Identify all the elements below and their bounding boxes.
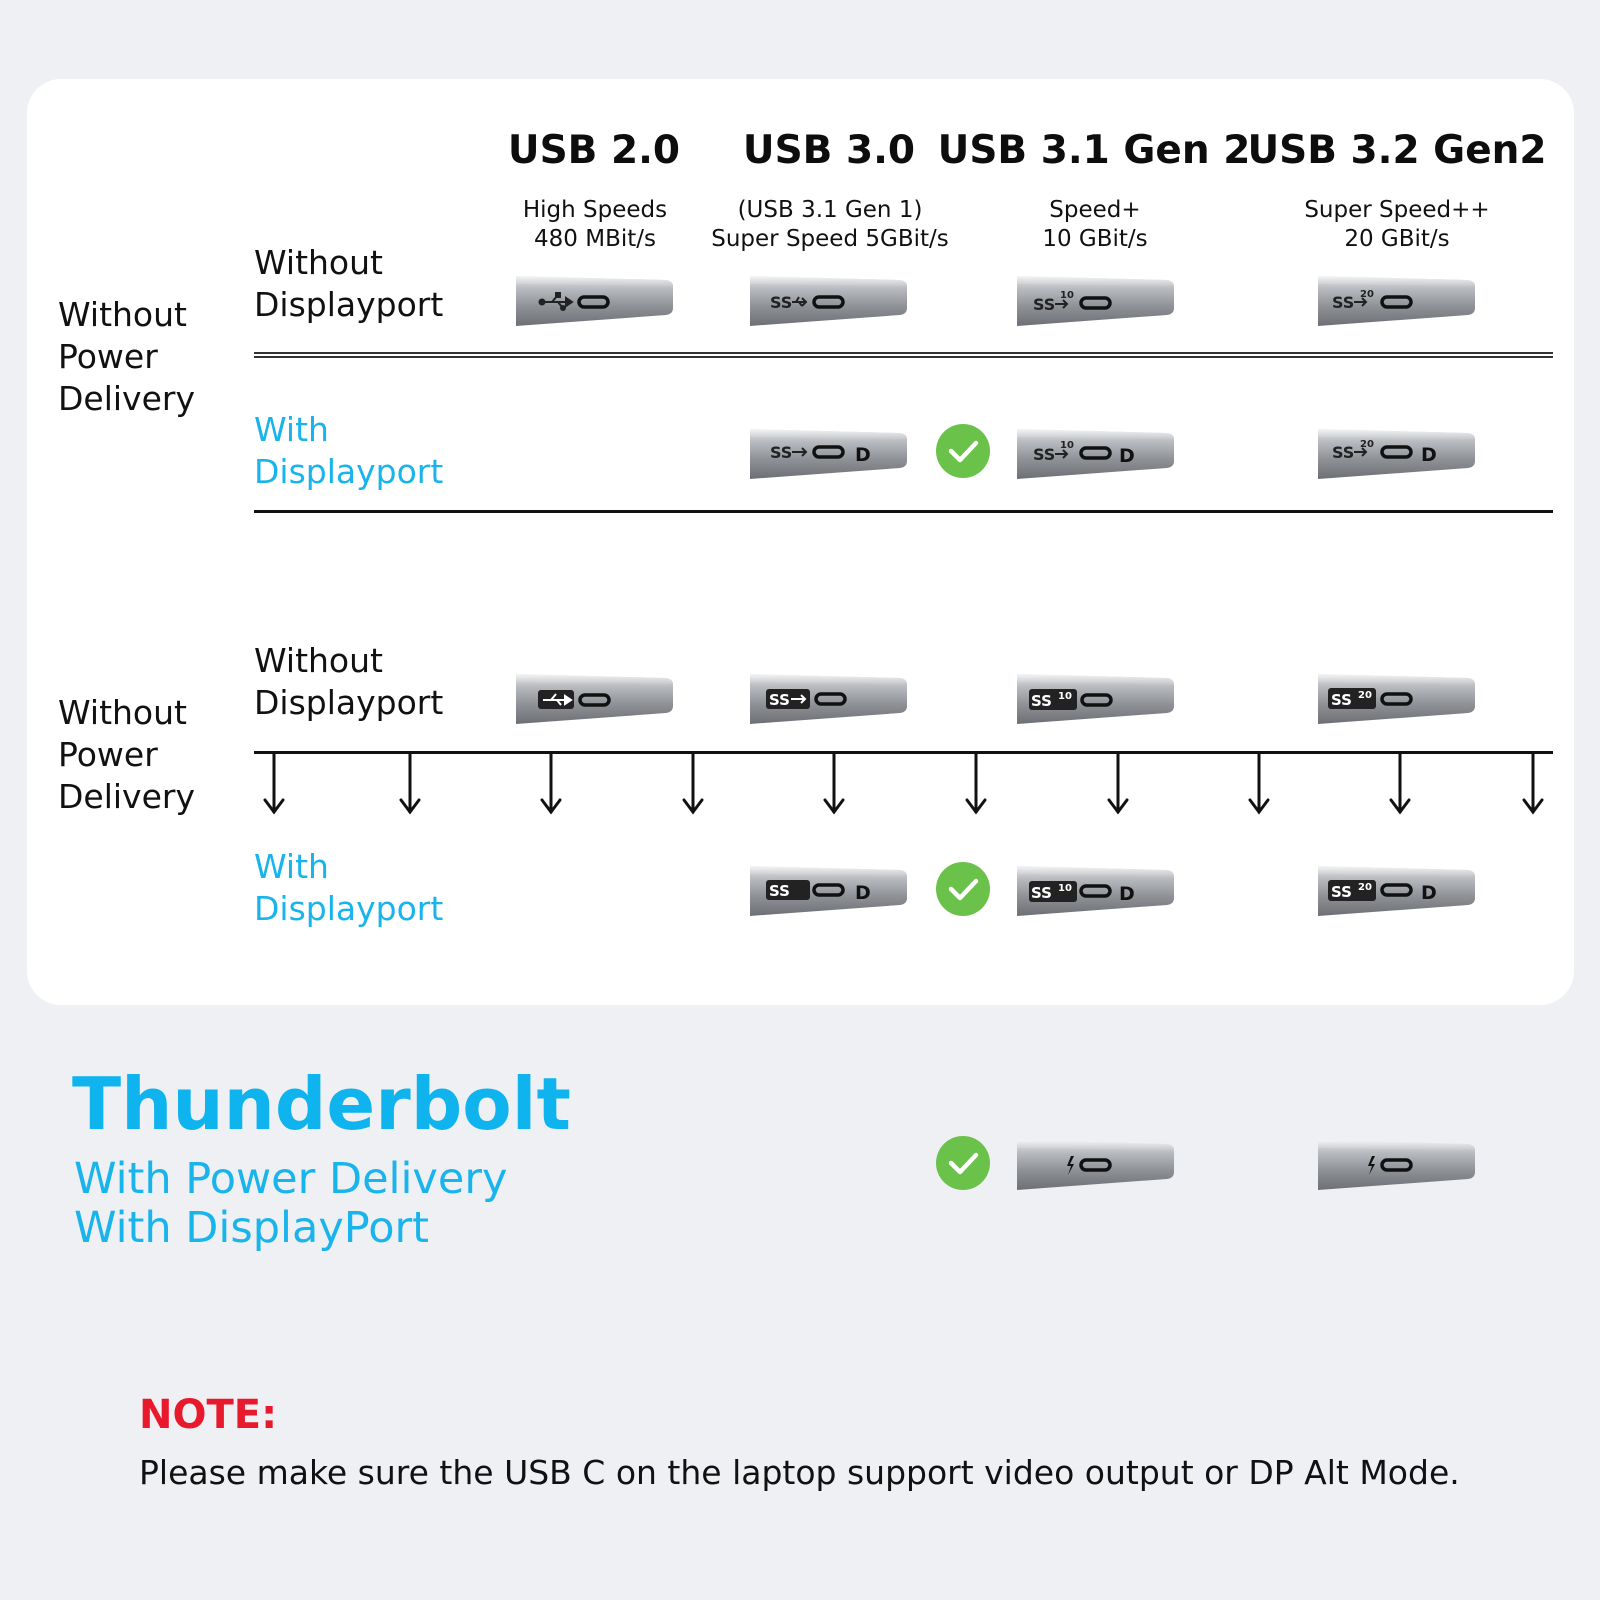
displayport-icon: D xyxy=(1119,883,1135,905)
port-usb20 xyxy=(516,274,674,330)
superspeed-10-icon: SS xyxy=(1033,445,1056,464)
column-title-usb30: USB 3.0 xyxy=(742,128,916,173)
svg-text:20: 20 xyxy=(1358,882,1372,893)
displayport-icon: D xyxy=(1421,444,1437,466)
svg-text:20: 20 xyxy=(1360,289,1374,300)
svg-text:10: 10 xyxy=(1058,691,1072,702)
row-label-with-dp-1: With Displayport xyxy=(254,410,444,491)
svg-text:SS: SS xyxy=(770,293,793,312)
port-usb32-pd-dp xyxy=(1318,864,1476,920)
port-usb31 xyxy=(1017,274,1175,330)
check-icon xyxy=(936,1136,990,1190)
port-usb32-dp xyxy=(1318,427,1476,483)
displayport-icon: D xyxy=(855,882,871,904)
column-sub-usb31: Speed+ 10 GBit/s xyxy=(1042,197,1148,252)
port-usb30-dp xyxy=(750,427,908,483)
superspeed-icon: SS xyxy=(769,691,790,709)
superspeed-icon: SS xyxy=(770,443,793,462)
check-icon xyxy=(936,424,990,478)
displayport-icon: D xyxy=(1421,882,1437,904)
column-title-usb32: USB 3.2 Gen2 xyxy=(1247,128,1547,173)
superspeed-icon: SS xyxy=(769,882,790,900)
port-usb31-pd-dp xyxy=(1017,864,1175,920)
thunderbolt-line-pd: With Power Delivery xyxy=(74,1154,508,1204)
column-sub-usb30: (USB 3.1 Gen 1) Super Speed 5GBit/s xyxy=(711,197,949,252)
superspeed-20-icon: SS xyxy=(1331,691,1352,709)
column-title-usb20: USB 2.0 xyxy=(507,128,681,173)
svg-text:SS: SS xyxy=(1033,295,1056,314)
column-sub-usb20: High Speeds 480 MBit/s xyxy=(522,197,668,252)
port-usb30-pd xyxy=(750,672,908,728)
column-title-usb31: USB 3.1 Gen 2 xyxy=(937,128,1251,173)
displayport-icon: D xyxy=(855,444,871,466)
port-thunderbolt-1 xyxy=(1017,1138,1175,1194)
thunderbolt-title: Thunderbolt xyxy=(72,1062,571,1146)
port-usb20-pd xyxy=(516,672,674,728)
port-usb32-pd xyxy=(1318,672,1476,728)
superspeed-20-icon: SS xyxy=(1332,443,1355,462)
divider-solid-1 xyxy=(254,510,1553,513)
port-usb31-dp xyxy=(1017,427,1175,483)
svg-text:10: 10 xyxy=(1058,883,1072,894)
port-thunderbolt-2 xyxy=(1318,1138,1476,1194)
check-icon xyxy=(936,862,990,916)
svg-text:20: 20 xyxy=(1358,690,1372,701)
svg-text:10: 10 xyxy=(1060,440,1074,451)
port-usb30-pd-dp xyxy=(750,864,908,920)
row-label-with-dp-2: With Displayport xyxy=(254,847,444,928)
column-sub-usb32: Super Speed++ 20 GBit/s xyxy=(1304,197,1490,252)
thunderbolt-line-dp: With DisplayPort xyxy=(74,1203,430,1253)
superspeed-20-icon: SS xyxy=(1331,883,1352,901)
svg-text:20: 20 xyxy=(1360,439,1374,450)
row-label-without-dp-2: Without Displayport xyxy=(254,641,444,722)
divider-double xyxy=(254,352,1553,358)
power-delivery-arrows xyxy=(254,752,1554,818)
note-text: Please make sure the USB C on the laptop support video output or DP Alt Mode. xyxy=(139,1453,1460,1492)
row-label-without-dp-1: Without Displayport xyxy=(254,243,444,324)
note-title: NOTE: xyxy=(139,1392,278,1438)
group-label-2: Without Power Delivery xyxy=(58,693,195,816)
superspeed-10-icon: SS xyxy=(1031,692,1052,710)
displayport-icon: D xyxy=(1119,445,1135,467)
port-usb31-pd xyxy=(1017,672,1175,728)
port-usb30 xyxy=(750,274,908,330)
svg-text:SS: SS xyxy=(1332,293,1355,312)
port-usb32 xyxy=(1318,274,1476,330)
svg-text:10: 10 xyxy=(1060,290,1074,301)
group-label-1: Without Power Delivery xyxy=(58,295,195,418)
superspeed-10-icon: SS xyxy=(1031,884,1052,902)
